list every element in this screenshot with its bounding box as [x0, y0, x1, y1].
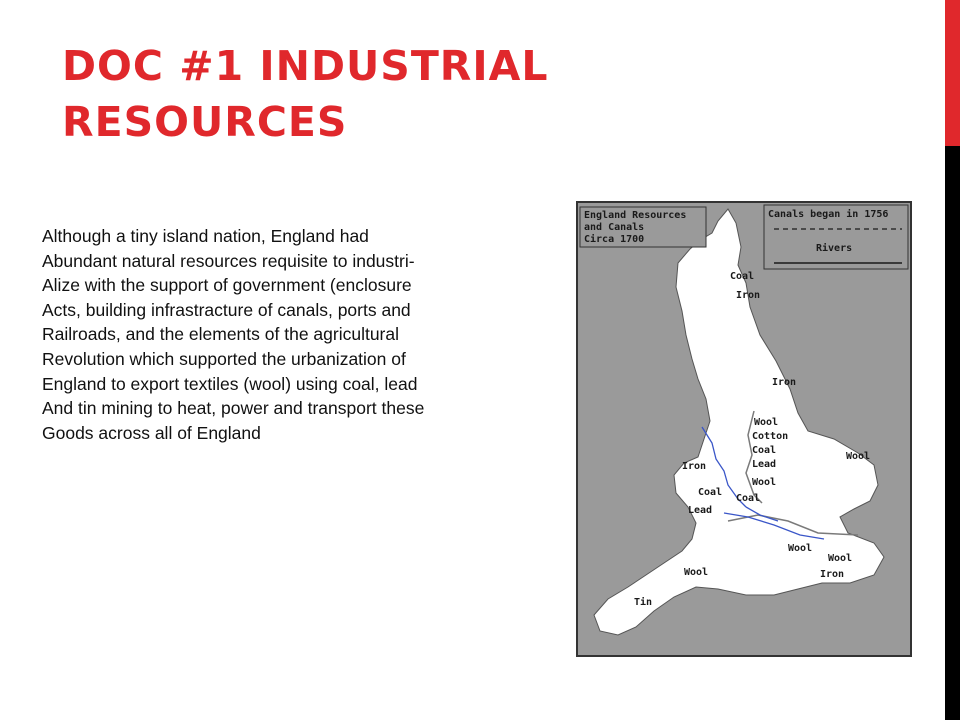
resource-label: Tin [634, 597, 653, 608]
resource-label: Coal [736, 493, 761, 504]
map-title-line: England Resources [584, 210, 687, 221]
body-paragraph [42, 224, 572, 445]
body-line: Goods across all of England [42, 422, 261, 443]
body-line: And tin mining to heat, power and transport these [42, 398, 425, 419]
resource-label: Wool [828, 553, 853, 564]
resource-label: Iron [820, 569, 845, 580]
body-line: Alize with the support of government (enclosure [42, 275, 412, 296]
resource-label: Lead [752, 459, 777, 470]
slide-title [62, 38, 822, 150]
resource-label: Wool [754, 417, 779, 428]
body-line: England to export textiles (wool) using coal, lead [42, 373, 418, 394]
body-line: Although a tiny island nation, England had [42, 226, 369, 246]
map-title-line: and Canals [584, 222, 645, 233]
title-line-2: RESOURCES [62, 98, 348, 146]
resource-label: Iron [772, 377, 797, 388]
body-line: Abundant natural resources requisite to industri- [42, 250, 415, 271]
resource-label: Cotton [752, 431, 789, 442]
map-svg [578, 203, 910, 655]
resource-label: Coal [752, 445, 777, 456]
resource-label: Wool [752, 477, 777, 488]
resource-label: Wool [846, 451, 871, 462]
map-title-line: Circa 1700 [584, 234, 645, 245]
body-line: Revolution which supported the urbanization of [42, 348, 406, 369]
title-line-1: DOC #1 INDUSTRIAL [62, 42, 549, 90]
accent-bar-red [945, 0, 960, 146]
legend-canals-label: Canals began in 1756 [768, 209, 889, 220]
resource-label: Iron [682, 461, 707, 472]
resource-label: Wool [788, 543, 813, 554]
resource-label: Coal [730, 271, 755, 282]
resource-label: Iron [736, 290, 761, 301]
england-resources-map [576, 201, 912, 657]
body-line: Railroads, and the elements of the agricultural [42, 324, 400, 345]
resource-label: Lead [688, 505, 713, 516]
resource-label: Coal [698, 487, 723, 498]
accent-bar-black [945, 146, 960, 720]
resource-label: Wool [684, 567, 709, 578]
body-line: Acts, building infrastracture of canals, ports and [42, 299, 411, 320]
legend-rivers-label: Rivers [816, 243, 853, 254]
